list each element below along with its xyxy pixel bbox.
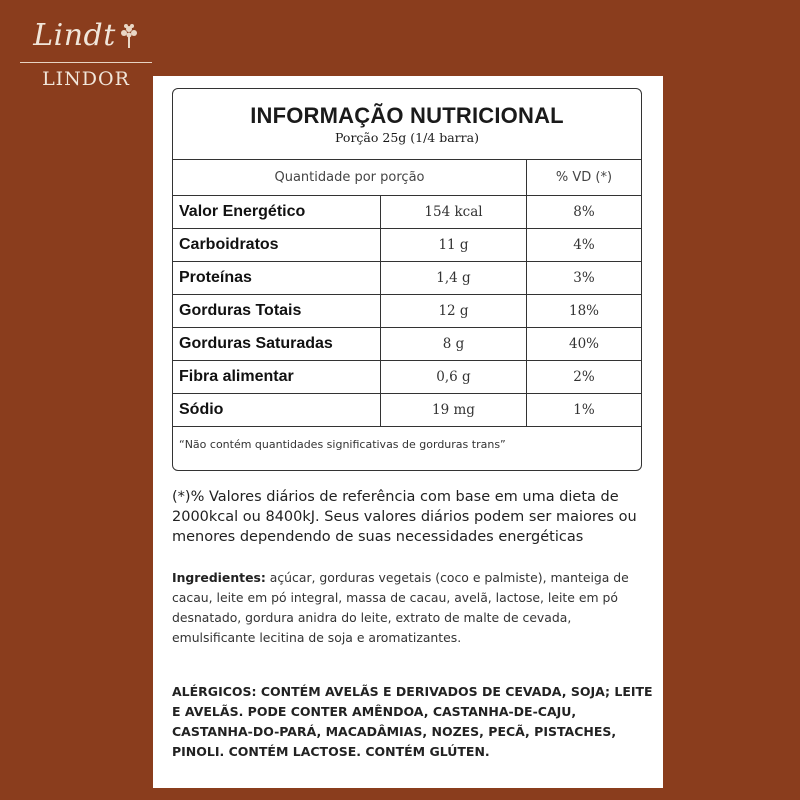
nutrient-vd: 2%	[573, 369, 595, 385]
nutrient-amount: 11 g	[381, 229, 527, 261]
nutrient-vd: 4%	[573, 237, 595, 253]
nutrient-vd: 1%	[573, 402, 595, 418]
table-row	[173, 328, 641, 361]
nutrient-name: Gorduras Saturadas	[173, 328, 381, 360]
table-row	[173, 361, 641, 394]
table-row	[173, 229, 641, 262]
column-headers	[173, 160, 641, 196]
nutrition-panel	[153, 76, 663, 788]
ingredients-label: Ingredientes:	[172, 570, 266, 585]
nutrient-vd: 8%	[573, 204, 595, 220]
brand-logo	[20, 18, 152, 90]
nutrient-rows	[173, 196, 641, 427]
brand-divider	[20, 62, 152, 63]
table-row	[173, 196, 641, 229]
nutrient-amount: 1,4 g	[381, 262, 527, 294]
product-name: LINDOR	[42, 68, 130, 90]
nutrition-table	[172, 88, 642, 471]
nutrient-vd: 3%	[573, 270, 595, 286]
column-quantity: Quantidade por porção	[173, 160, 527, 195]
nutrient-amount: 154 kcal	[381, 196, 527, 228]
column-vd: % VD (*)	[555, 170, 613, 185]
nutrient-name: Valor Energético	[173, 196, 381, 228]
nutrient-name: Gorduras Totais	[173, 295, 381, 327]
table-header	[173, 89, 641, 160]
table-row	[173, 295, 641, 328]
table-title: INFORMAÇÃO NUTRICIONAL	[250, 103, 564, 128]
logo-text: Lindt	[33, 18, 116, 53]
table-row	[173, 262, 641, 295]
trans-fat-note: “Não contém quantidades significativas de gorduras trans”	[179, 438, 506, 451]
nutrient-amount: 12 g	[381, 295, 527, 327]
tree-icon	[119, 23, 139, 49]
allergens-text: ALÉRGICOS: CONTÉM AVELÃS E DERIVADOS DE CEVADA, SOJA; LEITE E AVELÃS. PODE CONTER AMÊNDOA, CASTANHA-DE-CAJU, CASTANHA-DO-PARÁ, MACADÂMIAS, NOZES, PECÃ, PISTACHES, PINOLI. CONTÉM LACTOSE. CONTÉM GLÚTEN.	[172, 684, 653, 759]
nutrient-vd: 40%	[568, 336, 599, 352]
nutrient-vd: 18%	[568, 303, 599, 319]
reference-text: (*)% Valores diários de referência com base em uma dieta de 2000kcal ou 8400kJ. Seus valores diários podem ser maiores ou menores dependendo de suas necessidades energéticas	[172, 489, 637, 545]
nutrient-amount: 0,6 g	[381, 361, 527, 393]
ingredients	[172, 568, 656, 648]
portion-size: Porção 25g (1/4 barra)	[335, 130, 479, 145]
nutrient-name: Fibra alimentar	[173, 361, 381, 393]
nutrient-amount: 19 mg	[381, 394, 527, 426]
lindt-wordmark	[33, 18, 139, 54]
table-row	[173, 394, 641, 427]
nutrient-name: Proteínas	[173, 262, 381, 294]
nutrient-amount: 8 g	[381, 328, 527, 360]
nutrient-name: Carboidratos	[173, 229, 381, 261]
ingredients-text: açúcar, gorduras vegetais (coco e palmiste), manteiga de cacau, leite em pó integral, massa de cacau, avelã, lactose, leite em pó desnatado, gordura anidra do leite, extrato de malte de cevada, emulsificante lecitina de soja e aromatizantes.	[172, 570, 629, 645]
nutrient-name: Sódio	[173, 394, 381, 426]
